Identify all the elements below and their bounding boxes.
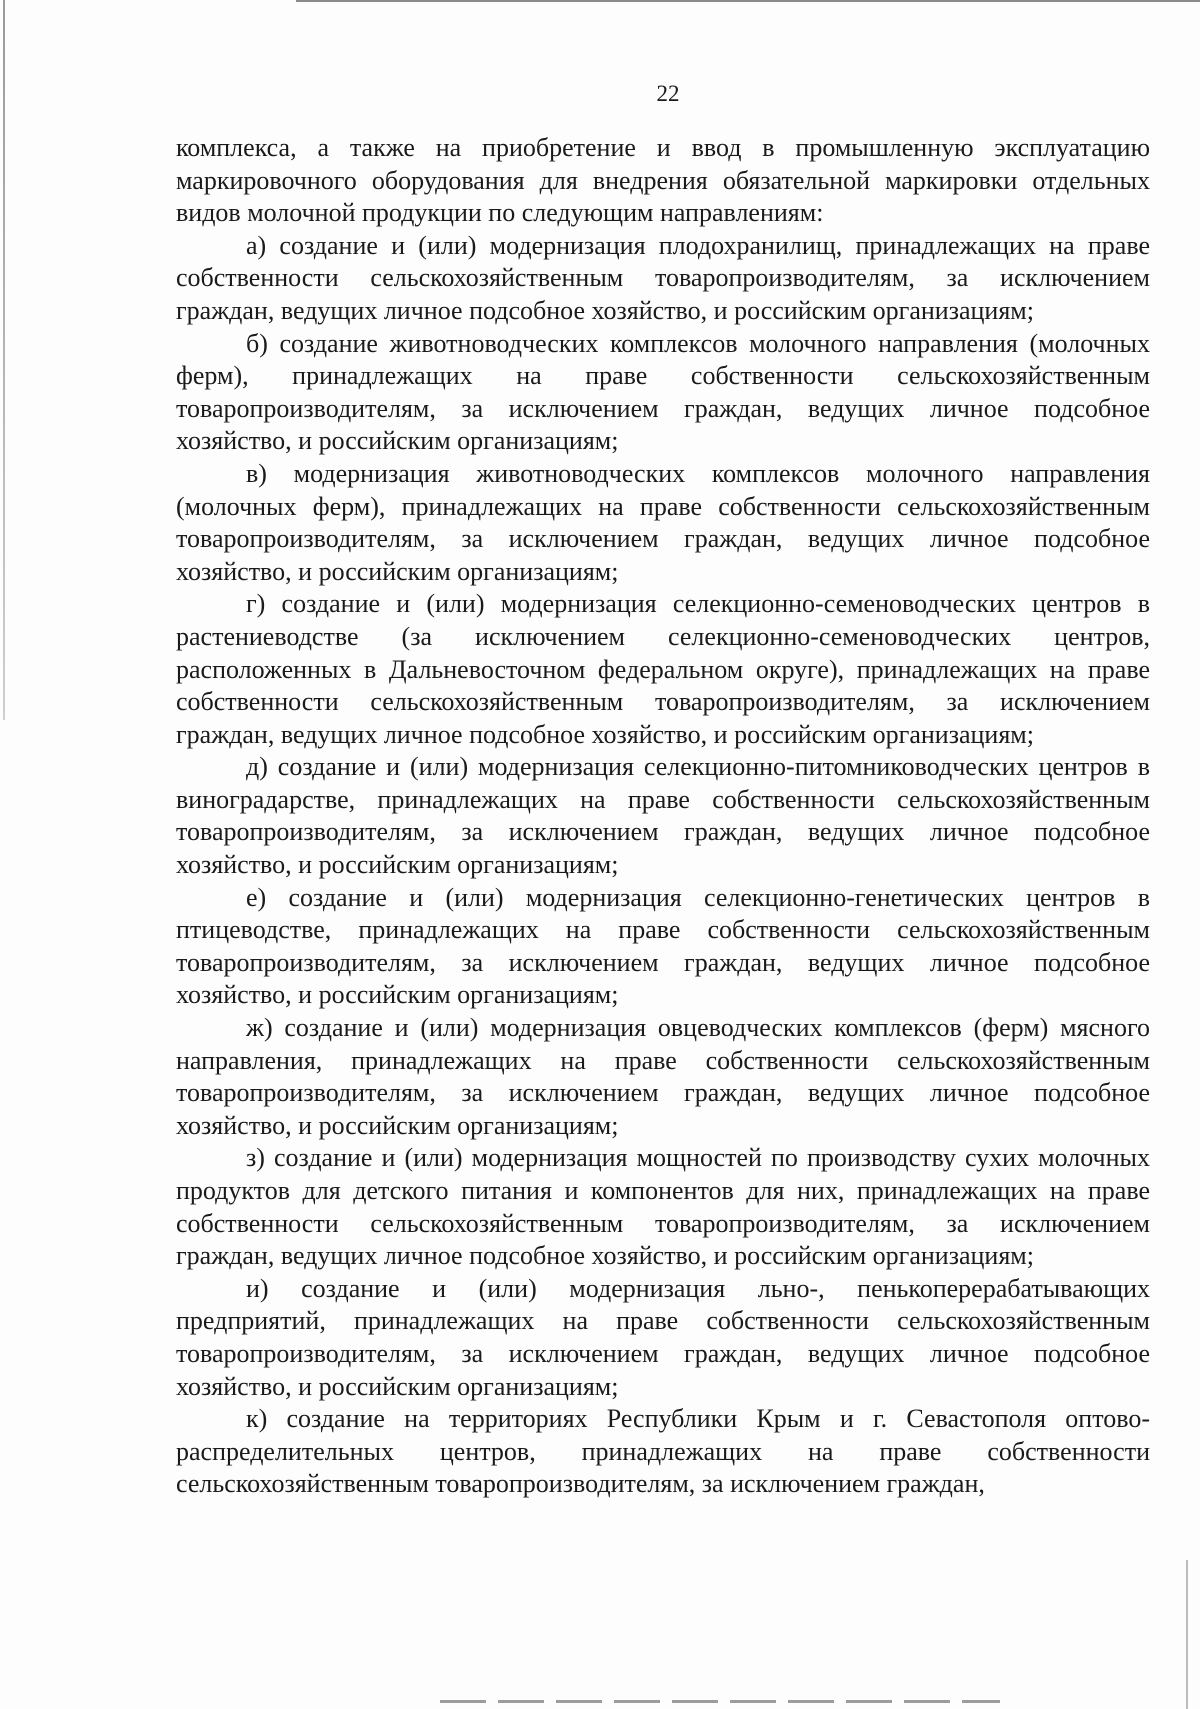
paragraph-intro-continuation: комплекса, а также на приобретение и ввод в промышленную эксплуатацию маркировочного оборудования для внедрения обязательной маркировки отдельных видов молочной продукции по следующим направлениям: [176, 133, 1150, 228]
paragraph-item-e: е) создание и (или) модернизация селекционно-генетических центров в птицеводстве, принадлежащих на праве собственности сельскохозяйственным товаропроизводителям, за исключением граждан, ведущих личное подсобное хозяйство, и российским организациям; [176, 882, 1150, 1010]
paragraph-item-g: г) создание и (или) модернизация селекционно-семеноводческих центров в растениеводстве (за исключением селекционно-семеноводческих центров, расположенных в Дальневосточном федеральном округе), принадлежащих на праве собственности сельскохозяйственным товаропроизводителям, за исключением граждан, ведущих личное подсобное хозяйство, и российским организациям; [176, 589, 1150, 749]
paragraph-item-d: д) создание и (или) модернизация селекционно-питомниководческих центров в виноградарстве, принадлежащих на праве собственности сельскохозяйственным товаропроизводителям, за исключением граждан, ведущих личное подсобное хозяйство, и российским организациям; [176, 752, 1150, 880]
paragraph-item-z: з) создание и (или) модернизация мощностей по производству сухих молочных продуктов для детского питания и компонентов для них, принадлежащих на праве собственности сельскохозяйственным товаропроизводителям, за исключением граждан, ведущих личное подсобное хозяйство, и российским организациям; [176, 1143, 1150, 1271]
page-number: 22 [656, 81, 680, 106]
paragraph-item-i: и) создание и (или) модернизация льно-, пенькоперерабатывающих предприятий, принадлежащих на праве собственности сельскохозяйственным товаропроизводителям, за исключением граждан, ведущих личное подсобное хозяйство, и российским организациям; [176, 1273, 1150, 1401]
scan-border-left [3, 0, 5, 720]
paragraph-item-zh: ж) создание и (или) модернизация овцеводческих комплексов (ферм) мясного направления, принадлежащих на праве собственности сельскохозяйственным товаропроизводителям, за исключением граждан, ведущих личное подсобное хозяйство, и российским организациям; [176, 1013, 1150, 1140]
paragraph-item-k: к) создание на территориях Республики Крым и г. Севастополя оптово-распределительных центров, принадлежащих на праве собственности сельскохозяйственным товаропроизводителям, за исключением граждан, [176, 1404, 1150, 1499]
scan-border-right [1186, 1560, 1188, 1709]
paragraph-item-b: б) создание животноводческих комплексов молочного направления (молочных ферм), принадлежащих на праве собственности сельскохозяйственным товаропроизводителям, за исключением граждан, ведущих личное подсобное хозяйство, и российским организациям; [176, 328, 1150, 456]
document-body [176, 132, 1150, 1501]
scan-border-bottom [440, 1700, 1000, 1703]
paragraph-item-v: в) модернизация животноводческих комплексов молочного направления (молочных ферм), принадлежащих на праве собственности сельскохозяйственным товаропроизводителям, за исключением граждан, ведущих личное подсобное хозяйство, и российским организациям; [176, 458, 1150, 586]
scan-border-top [296, 0, 1200, 2]
paragraph-item-a: а) создание и (или) модернизация плодохранилищ, принадлежащих на праве собственности сельскохозяйственным товаропроизводителям, за исключением граждан, ведущих личное подсобное хозяйство, и российским организациям; [176, 230, 1150, 325]
